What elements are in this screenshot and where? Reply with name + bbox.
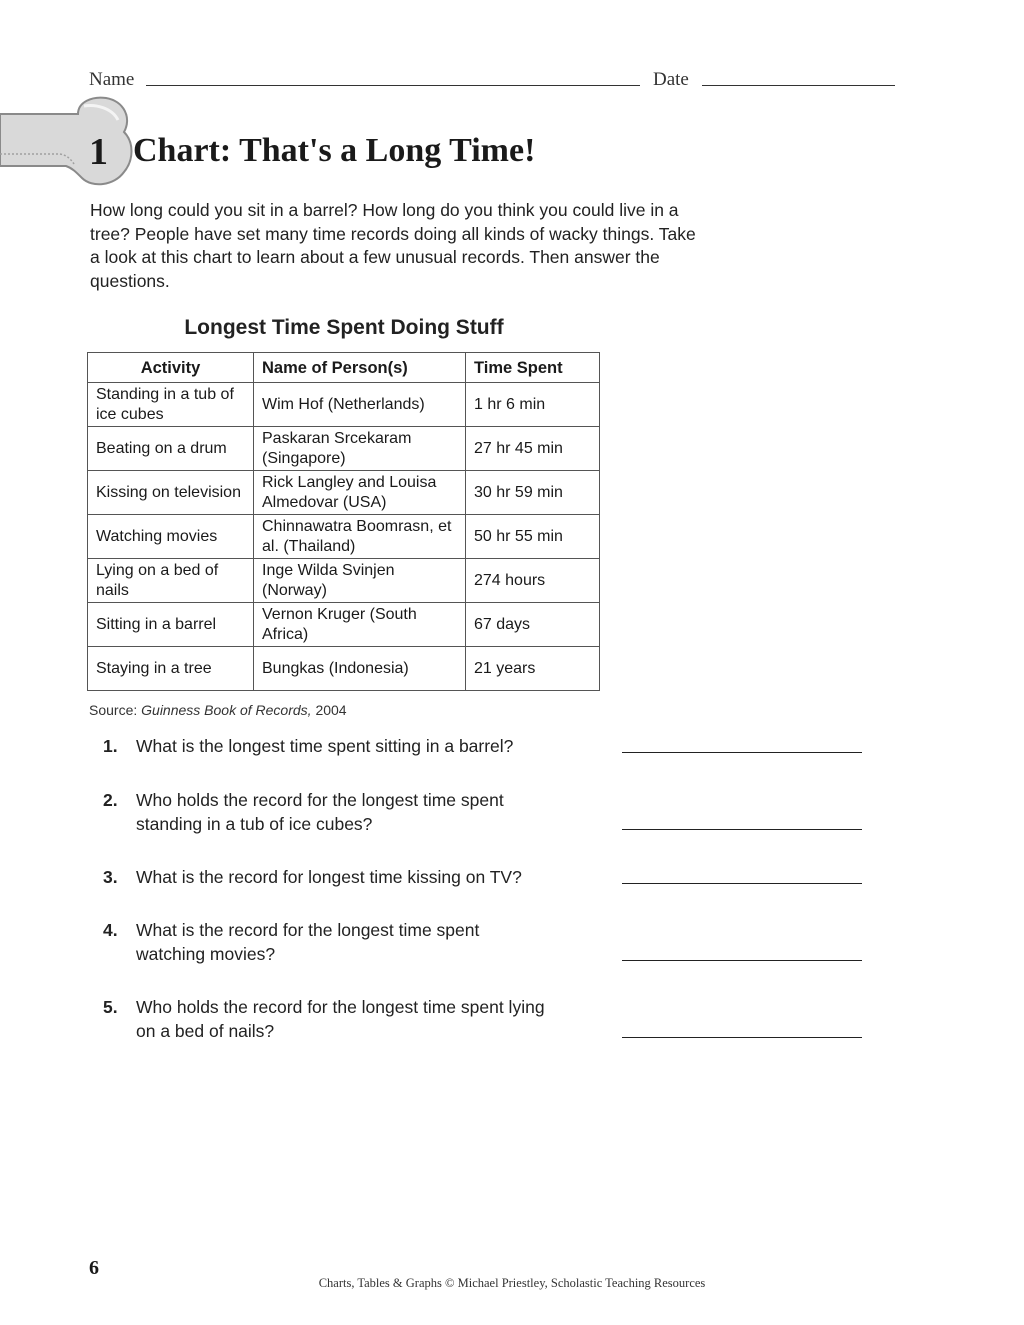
table-row — [88, 647, 600, 691]
question-2 — [103, 789, 556, 836]
question-number: 1. — [103, 736, 118, 756]
name-line[interactable] — [146, 85, 640, 86]
question-text: Who holds the record for the longest time spent lying on a bed of nails? — [136, 997, 545, 1041]
activity-cell: Kissing on television — [88, 471, 254, 515]
time-cell: 1 hr 6 min — [466, 383, 600, 427]
question-number: 5. — [103, 997, 118, 1017]
question-1 — [103, 735, 586, 759]
person-cell: Inge Wilda Svinjen (Norway) — [254, 559, 466, 603]
question-text: Who holds the record for the longest time spent standing in a tub of ice cubes? — [136, 790, 504, 834]
question-4 — [103, 919, 536, 966]
question-5 — [103, 996, 556, 1043]
question-number: 3. — [103, 867, 118, 887]
person-cell: Paskaran Srcekaram (Singapore) — [254, 427, 466, 471]
page-title: Chart: That's a Long Time! — [133, 132, 536, 169]
question-text: What is the longest time spent sitting in a barrel? — [136, 736, 514, 756]
answer-line-3[interactable] — [622, 883, 862, 884]
table-row — [88, 471, 600, 515]
source-title: Guinness Book of Records, — [141, 702, 312, 718]
source-citation — [89, 702, 347, 718]
activity-cell: Staying in a tree — [88, 647, 254, 691]
table-row — [88, 383, 600, 427]
question-text: What is the record for the longest time spent watching movies? — [136, 920, 480, 964]
question-text: What is the record for longest time kissing on TV? — [136, 867, 522, 887]
time-cell: 67 days — [466, 603, 600, 647]
answer-line-4[interactable] — [622, 960, 862, 961]
column-header-time: Time Spent — [466, 353, 600, 383]
name-label: Name — [89, 69, 135, 90]
person-cell: Chinnawatra Boomrasn, et al. (Thailand) — [254, 515, 466, 559]
activity-cell: Beating on a drum — [88, 427, 254, 471]
question-number: 4. — [103, 920, 118, 940]
activity-cell: Sitting in a barrel — [88, 603, 254, 647]
person-cell: Rick Langley and Louisa Almedovar (USA) — [254, 471, 466, 515]
source-year: 2004 — [315, 702, 347, 718]
person-cell: Vernon Kruger (South Africa) — [254, 603, 466, 647]
time-cell: 274 hours — [466, 559, 600, 603]
date-line[interactable] — [702, 85, 895, 86]
time-cell: 50 hr 55 min — [466, 515, 600, 559]
worksheet-number: 1 — [89, 131, 108, 173]
column-header-person: Name of Person(s) — [254, 353, 466, 383]
answer-line-5[interactable] — [622, 1037, 862, 1038]
time-cell: 30 hr 59 min — [466, 471, 600, 515]
time-cell: 27 hr 45 min — [466, 427, 600, 471]
table-row — [88, 515, 600, 559]
table-row — [88, 603, 600, 647]
page-number: 6 — [89, 1257, 99, 1279]
footer-credit: Charts, Tables & Graphs © Michael Priestley, Scholastic Teaching Resources — [318, 1276, 706, 1290]
table-header-row — [88, 353, 600, 383]
bone-icon — [0, 94, 140, 194]
person-cell: Bungkas (Indonesia) — [254, 647, 466, 691]
time-cell: 21 years — [466, 647, 600, 691]
activity-cell: Watching movies — [88, 515, 254, 559]
question-3 — [103, 866, 586, 890]
table-row — [88, 427, 600, 471]
activity-cell: Standing in a tub of ice cubes — [88, 383, 254, 427]
person-cell: Wim Hof (Netherlands) — [254, 383, 466, 427]
source-label: Source: — [89, 702, 138, 718]
date-label: Date — [653, 69, 689, 90]
records-table — [87, 352, 600, 691]
question-number: 2. — [103, 790, 118, 810]
answer-line-2[interactable] — [622, 829, 862, 830]
table-title: Longest Time Spent Doing Stuff — [184, 316, 504, 339]
table-row — [88, 559, 600, 603]
intro-paragraph: How long could you sit in a barrel? How long do you think you could live in a tree? People have set many time records doing all kinds of wacky things. Take a look at this chart to learn about a few unusual records. Then answer the questions. — [90, 200, 696, 291]
answer-line-1[interactable] — [622, 752, 862, 753]
activity-cell: Lying on a bed of nails — [88, 559, 254, 603]
column-header-activity: Activity — [88, 353, 254, 383]
